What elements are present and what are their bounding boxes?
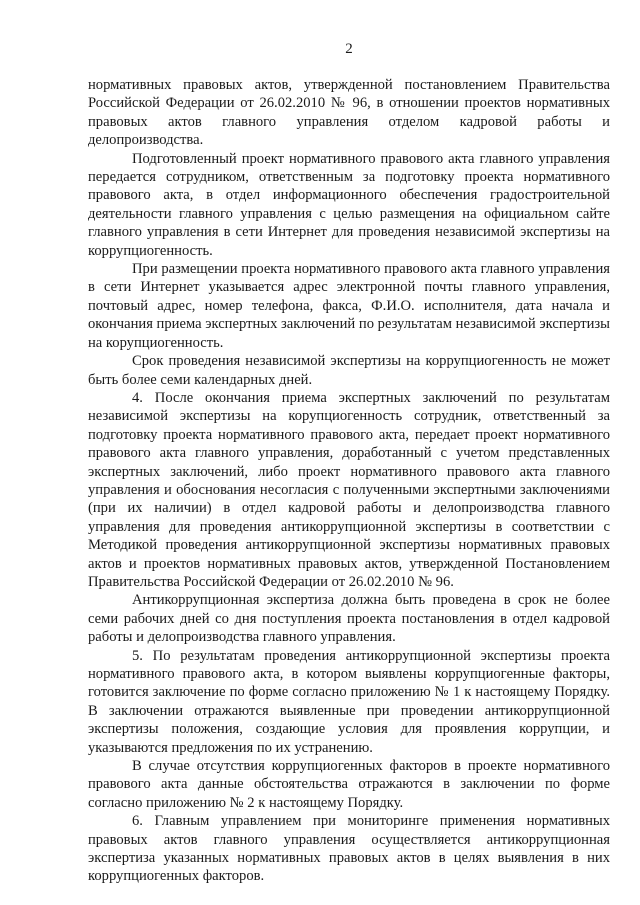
- paragraph-anticorruption-term: Антикоррупционная экспертиза должна быть проведена в срок не более семи рабочих дней со дня поступления проекта постановления в отдел кадровой работы и делопроизводства главного управления.: [88, 592, 610, 646]
- page-number: 2: [345, 41, 353, 57]
- paragraph-item-6: 6. Главным управлением при мониторинге применения нормативных правовых актов главного управления осуществляется антикоррупционная экспертиза указанных нормативных правовых актов в целях выявления в них коррупциогенных факторов.: [88, 813, 610, 885]
- paragraph-expertise-term: Срок проведения независимой экспертизы на коррупциогенность не может быть более семи календарных дней.: [88, 353, 610, 388]
- paragraph-item-4: 4. После окончания приема экспертных заключений по результатам независимой экспертизы на корупциогенность сотрудник, ответственный за подготовку проекта нормативного правового акта, передает проект нормативного правового акта главного управления, доработанный с учетом представленных экспертных заключений, либо проект нормативного правового акта главного управления и обоснования несогласия с полученными экспертными заключениями (при их наличии) в отдел кадровой работы и делопроизводства главного управления для проведения антикоррупционной экспертизы в соответствии с Методикой проведения антикоррупционной экспертизы нормативных правовых актов и проектов нормативных правовых актов, утвержденной Постановлением Правительства Российской Федерации от 26.02.2010 № 96.: [88, 389, 610, 590]
- paragraph-item-5: 5. По результатам проведения антикоррупционной экспертизы проекта нормативного правового акта, в котором выявлены коррупциогенные факторы, готовится заключение по форме согласно приложению № 1 к настоящему Порядку. В заключении отражаются выявленные при проведении антикоррупционной экспертизы положения, создающие условия для проявления коррупции, и указываются предложения по их устранению.: [88, 647, 610, 756]
- paragraph-internet-posting: При размещении проекта нормативного правового акта главного управления в сети Интернет указывается адрес электронной почты главного управления, почтовый адрес, номер телефона, факса, Ф.И.О. исполнителя, дата начала и окончания приема экспертных заключений по результатам независимой экспертизы на корупциогенность.: [88, 261, 610, 351]
- paragraph-no-factors: В случае отсутствия коррупциогенных факторов в проекте нормативного правового акта данные обстоятельства отражаются в заключении по форме согласно приложению № 2 к настоящему Порядку.: [88, 758, 610, 811]
- paragraph-draft-transfer: Подготовленный проект нормативного правового акта главного управления передается сотрудником, ответственным за подготовку проекта нормативного правового акта, в отдел информационного обеспечения градостроительной деятельности главного управления с целью размещения на официальном сайте главного управления в сети Интернет для проведения независимой экспертизы на коррупциогенность.: [88, 150, 610, 259]
- paragraph-methodology-continuation: нормативных правовых актов, утвержденной постановлением Правительства Российской Федерации от 26.02.2010 № 96, в отношении проектов нормативных правовых актов главного управления отделом кадровой работы и делопроизводства.: [88, 77, 610, 149]
